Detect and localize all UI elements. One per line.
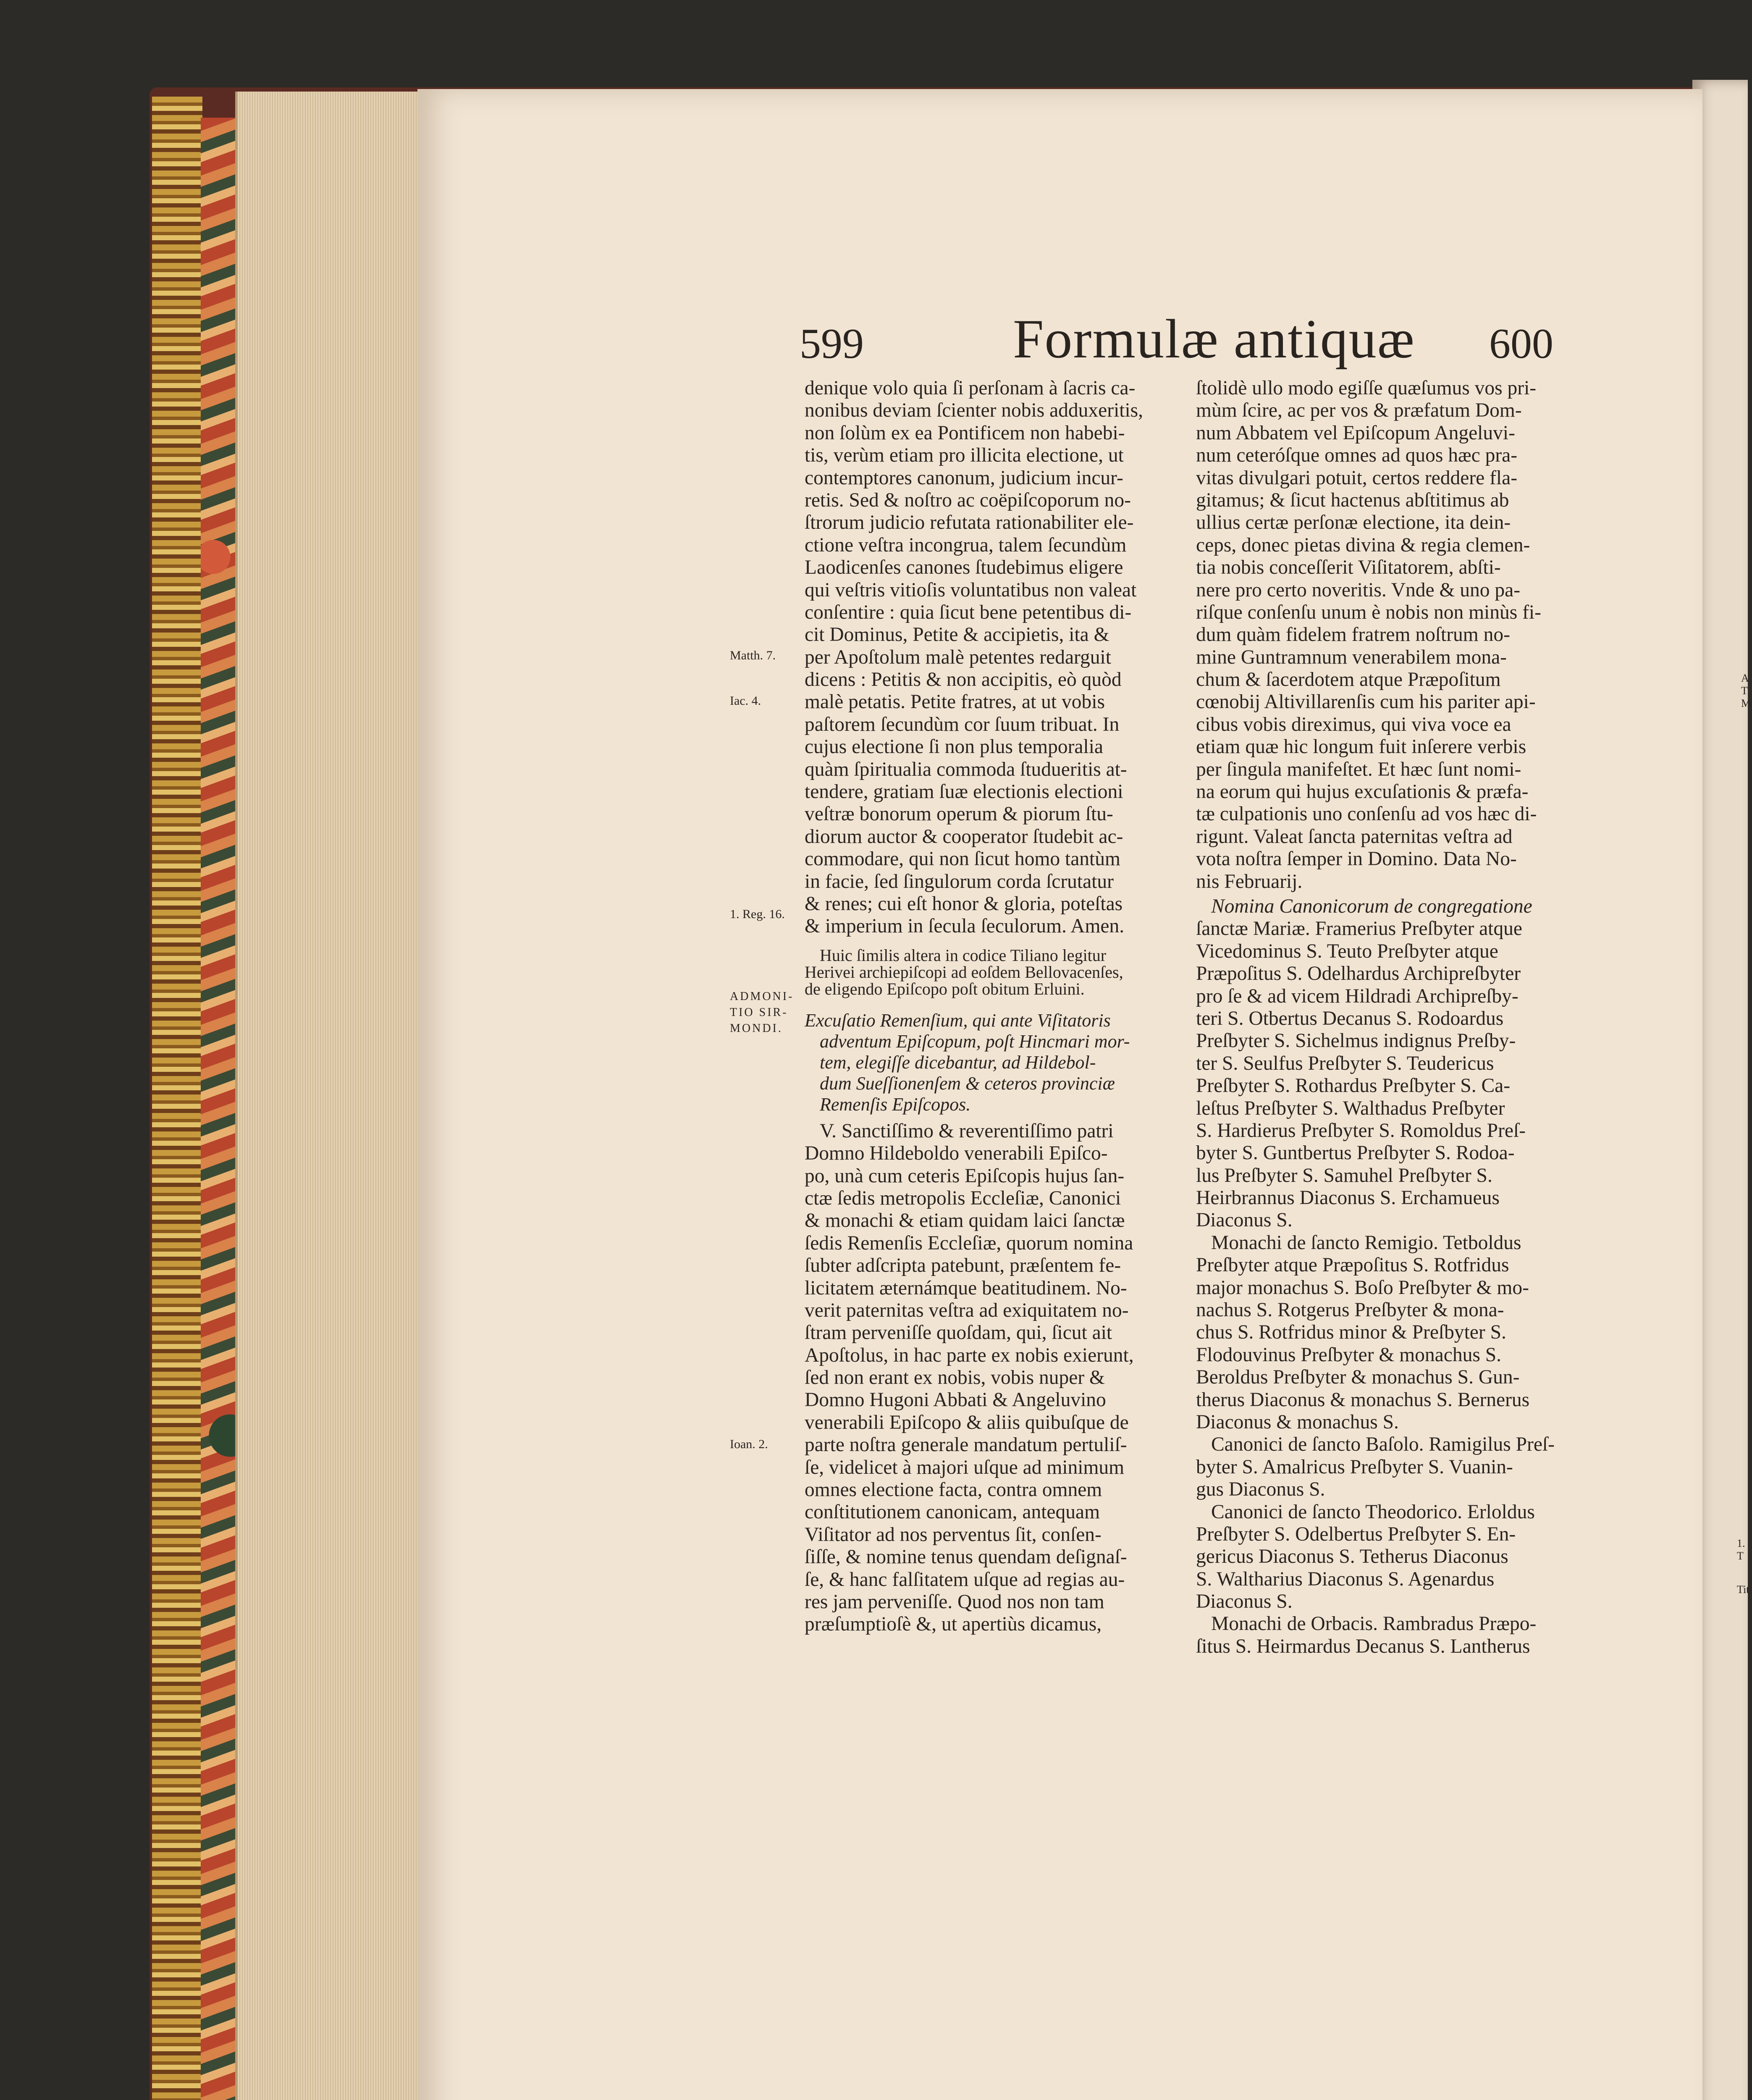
- margin-note-matth: Matth. 7.: [730, 648, 776, 662]
- gilt-edge: [152, 97, 202, 2100]
- names-canonici-s-basoli: Canonici de ſancto Baſolo. Ramigilus Preſ- byter S. Amalricus Preſbyter S. Vuanin- gus Diaconus S.: [1196, 1433, 1555, 1501]
- section-heading: Excuſatio Remenſium, qui ante Viſitatoris adventum Epiſcopum, poſt Hincmari mor- tem, elegiſſe dicebantur, ad Hildebol- dum Sueſſionenſem & ceteros provinciæ Remenſis Epiſcopos.: [805, 1010, 1130, 1115]
- names-canonici-s-theodorici: Canonici de ſancto Theodorico. Erloldus Preſbyter S. Odelbertus Preſbyter S. En- gericus Diaconus S. Tetherus Diaconus S. Waltharius Diaconus S. Agenardus Diaconus S.: [1196, 1501, 1535, 1613]
- right-column: [1196, 377, 1563, 1658]
- page-edges: [235, 92, 422, 2100]
- edge-note: 1. T: [1737, 1537, 1745, 1562]
- edge-note: M: [1741, 697, 1751, 709]
- margin-note-admonitio: ADMONI- TIO SIR- MONDI.: [730, 990, 794, 1035]
- left-column: [805, 377, 1187, 1636]
- page-number-right: 600: [1489, 320, 1553, 368]
- paragraph: V. Sanctiſſimo & reverentiſſimo patri Domno Hildeboldo venerabili Epiſco- po, unà cum ceteris Epiſcopis hujus ſan- ctæ ſedis metropolis Eccleſiæ, Canonici & monachi & etiam quidam laici ſanctæ ſedis Remenſis Eccleſiæ, quorum nomina ſubter adſcripta patebunt, præſentem fe- licitatem æternámque beatitudinem. No- verit paternitas veſtra ad exiquitatem no- ſtram perveniſſe quoſdam, qui, ſicut ait Apoſtolus, in hac parte ex nobis exierunt, ſed non erant ex nobis, vobis nuper & Domno Hugoni Abbati & Angeluvino venerabili Epiſcopo & aliis quibuſque de parte noſtra generale mandatum pertuliſ- ſe, videlicet à majori uſque ad minimum omnes electione facta, contra omnem conſtitutionem canonicam, antequam Viſitator ad nos perventus ſit, conſen- ſiſſe, & nomine tenus quendam deſignaſ- ſe, & hanc falſitatem uſque ad regias au- res jam perveniſſe. Quod nos non tam præſumptioſè &, ut apertiùs dicamus,: [805, 1120, 1134, 1635]
- paragraph: ſtolidè ullo modo egiſſe quæſumus vos pri- mùm ſcire, ac per vos & præfatum Dom- num Abbatem vel Epiſcopum Angeluvi- num ceteróſque omnes ad quos hæc pra- vitas divulgari potuit, certos reddere fla- gitamus; & ſicut hactenus abſtitimus ab ullius certæ perſonæ electione, ita dein- ceps, donec pietas divina & regia clemen- tia nobis conceſſerit Viſitatorem, abſti- nere pro certo noveritis. Vnde & uno pa- riſque conſenſu unum è nobis non minùs fi- dum quàm fidelem fratrem noſtrum no- mine Guntramnum venerabilem mona- chum & ſacerdotem atque Præpoſitum cœnobij Altivillarenſis cum his pariter api- cibus vobis direximus, qui viva voce ea etiam quæ hic longum fuit inſerere verbis per ſingula manifeſtet. Et hæc ſunt nomi- na eorum qui hujus excuſationis & præfa- tæ culpationis uno conſenſu ad vos hæc di- rigunt. Valeat ſancta paternitas veſtra ad vota noſtra ſemper in Domino. Data No- nis Februarij.: [1196, 377, 1541, 892]
- names-monachi-orbacis: Monachi de Orbacis. Rambradus Præpo- ſitus S. Heirmardus Decanus S. Lantherus: [1196, 1613, 1537, 1657]
- editorial-note: Huic ſimilis altera in codice Tiliano legitur Herivei archiepiſcopi ad eoſdem Bellovacenſes, de eligendo Epiſcopo poſt obitum Erluini.: [805, 945, 1123, 998]
- names-canonici-s-mariae: Nomina Canonicorum de congregatione ſanctæ Mariæ. Framerius Preſbyter atque Vicedominus S. Teuto Preſbyter atque Præpoſitus S. Odelhardus Archipreſbyter pro ſe & ad vicem Hildradi Archipreſby- teri S. Otbertus Decanus S. Rodoardus Preſbyter S. Sichelmus indignus Preſby- ter S. Seulfus Preſbyter S. Teudericus Preſbyter S. Rothardus Preſbyter S. Ca- leſtus Preſbyter S. Walthadus Preſbyter S. Hardierus Preſbyter S. Romoldus Preſ- byter S. Guntbertus Preſbyter S. Rodoa- lus Preſbyter S. Samuhel Preſbyter S. Heirbrannus Diaconus S. Erchamueus Diaconus S.: [1196, 895, 1532, 1231]
- names-monachi-s-remigii: Monachi de ſancto Remigio. Tetboldus Preſbyter atque Præpoſitus S. Rotfridus major monachus S. Boſo Preſbyter & mo- nachus S. Rotgerus Preſbyter & mona- chus S. Rotfridus minor & Preſbyter S. Flodouvinus Preſbyter & monachus S. Beroldus Preſbyter & monachus S. Gun- therus Diaconus & monachus S. Bernerus Diaconus & monachus S.: [1196, 1231, 1530, 1433]
- paragraph: denique volo quia ſi perſonam à ſacris ca- nonibus deviam ſcienter nobis adduxeritis, non ſolùm ex ea Pontificem non habebi- tis, verùm etiam pro illicita electione, ut contemptores canonum, judicium incur- retis. Sed & noſtro ac coëpiſcoporum no- ſtrorum judicio refutata rationabiliter ele- ctione veſtra incongrua, talem ſecundùm Laodicenſes canones ſtudebimus eligere qui veſtris vitioſis voluntatibus non valeat conſentire : quia ſicut bene petentibus di- cit Dominus, Petite & accipietis, ita & per Apoſtolum malè petentes redarguit dicens : Petitis & non accipitis, eò quòd malè petatis. Petite fratres, at ut vobis paſtorem ſecundùm cor ſuum tribuat. In cujus electione ſi non plus temporalia quàm ſpiritualia commoda ſtudueritis at- tendere, gratiam ſuæ electionis electioni veſtræ bonorum operum & piorum ſtu- diorum auctor & cooperator ſtudebit ac- commodare, qui non ſicut homo tantùm in facie, ſed ſingulorum corda ſcrutatur & renes; cui eſt honor & gloria, poteſtas & imperium in ſecula ſeculorum. Amen.: [805, 377, 1144, 937]
- page-number-left: 599: [800, 320, 864, 368]
- edge-note: T: [1741, 685, 1748, 697]
- running-title: Formulæ antiquæ: [1013, 308, 1415, 370]
- edge-note: A: [1741, 672, 1749, 684]
- edge-note: Tit.: [1737, 1583, 1752, 1596]
- margin-note-ioan: Ioan. 2.: [730, 1437, 768, 1451]
- margin-note-reg: 1. Reg. 16.: [730, 907, 785, 921]
- margin-note-iac: Iac. 4.: [730, 694, 761, 708]
